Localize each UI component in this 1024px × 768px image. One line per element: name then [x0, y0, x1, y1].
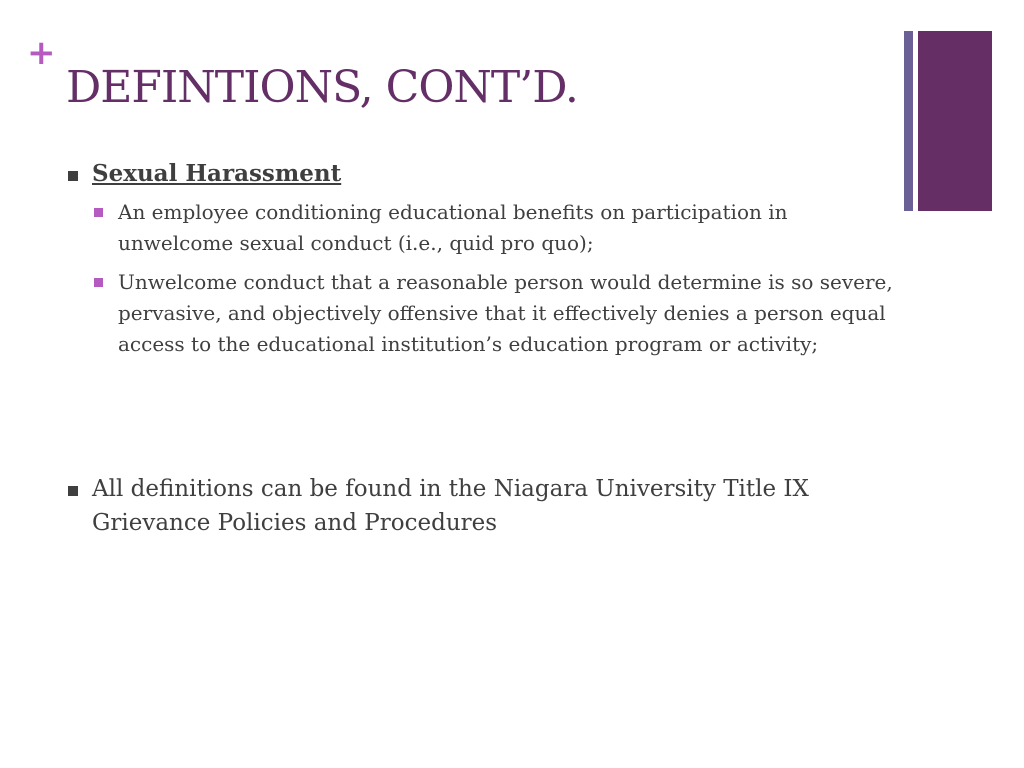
bullet-item-definitions-source — [68, 472, 898, 540]
bullet-item-sexual-harassment — [68, 157, 898, 360]
sub-bullet-item — [92, 267, 898, 360]
slide-title: DEFINTIONS, CONT’D. — [66, 62, 578, 113]
bullet-heading: Sexual Harassment — [92, 160, 342, 187]
square-bullet-icon — [68, 486, 78, 496]
square-bullet-icon — [94, 278, 103, 287]
square-bullet-icon — [94, 208, 103, 217]
decorative-bar-thin — [904, 31, 913, 211]
sub-bullet-item — [92, 197, 898, 259]
sub-bullet-text: Unwelcome conduct that a reasonable person would determine is so severe, pervasive, and objectively offensive that it effectively denies a person equal access to the educational institution’s education program or activity; — [118, 270, 893, 356]
bullet-list — [68, 157, 898, 540]
sub-bullet-text: An employee conditioning educational benefits on participation in unwelcome sexual conduct (i.e., quid pro quo); — [118, 200, 788, 255]
sub-bullet-list — [92, 197, 898, 360]
bullet-text: All definitions can be found in the Niagara University Title IX Grievance Policies and Procedures — [92, 476, 809, 536]
plus-icon: + — [27, 33, 56, 73]
decorative-bar-wide — [918, 31, 992, 211]
square-bullet-icon — [68, 171, 78, 181]
